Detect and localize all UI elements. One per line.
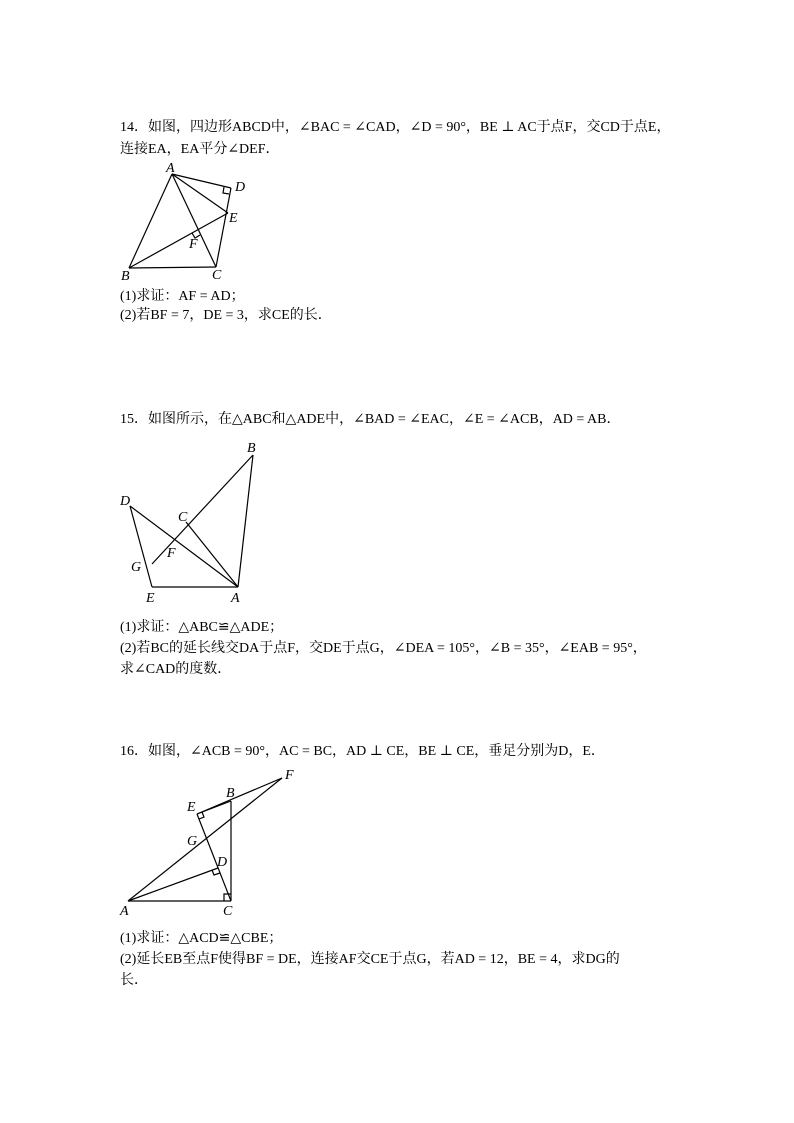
p15-label-d: D bbox=[120, 494, 131, 509]
p15-label-e: E bbox=[146, 591, 155, 606]
p16-label-c: C bbox=[223, 904, 233, 919]
problem-14-figure bbox=[115, 160, 265, 285]
p16-label-a: A bbox=[120, 904, 129, 919]
p15-label-b: B bbox=[247, 441, 256, 456]
p14-label-d: D bbox=[235, 180, 246, 195]
problem-14-question-1: (1)求证：AF = AD； bbox=[120, 289, 245, 304]
problem-14-number: 14． bbox=[120, 120, 148, 135]
p16-label-b: B bbox=[226, 786, 235, 801]
p16-label-g: G bbox=[187, 834, 198, 849]
problem-14-statement-line-1: 14．如图，四边形ABCD中，∠BAC = ∠CAD，∠D = 90°，BE ⊥ AC于点F，交CD于点E， bbox=[120, 120, 671, 135]
p15-label-c: C bbox=[178, 510, 188, 525]
p16-label-d: D bbox=[217, 855, 228, 870]
problem-15-statement-line-1: 15．如图所示，在△ABC和△ADE中，∠BAD = ∠EAC，∠E = ∠ACB，AD = AB． bbox=[120, 412, 621, 427]
p14-label-a: A bbox=[166, 161, 175, 176]
problem-15-question-2-cont: 求∠CAD的度数． bbox=[120, 662, 232, 677]
p14-label-c: C bbox=[212, 268, 222, 283]
p16-label-e: E bbox=[187, 800, 196, 815]
problem-14-statement-line-2: 连接EA，EA平分∠DEF． bbox=[120, 142, 280, 157]
problem-15-figure bbox=[115, 435, 275, 610]
p15-label-g: G bbox=[131, 560, 142, 575]
problem-16-figure bbox=[115, 765, 305, 920]
p14-label-f: F bbox=[189, 237, 198, 252]
problem-15-question-2: (2)若BC的延长线交DA于点F，交DE于点G，∠DEA = 105°，∠B = 35°，∠EAB = 95°， bbox=[120, 641, 647, 656]
problem-16-statement-line-1: 16．如图，∠ACB = 90°，AC = BC，AD ⊥ CE，BE ⊥ CE，垂足分别为D，E． bbox=[120, 744, 605, 759]
p16-label-f: F bbox=[285, 768, 294, 783]
problem-15-number: 15． bbox=[120, 412, 148, 427]
p15-label-a: A bbox=[231, 591, 240, 606]
problem-16-question-2-cont: 长． bbox=[120, 973, 148, 988]
problem-14-question-2: (2)若BF = 7，DE = 3，求CE的长． bbox=[120, 308, 332, 323]
p14-label-e: E bbox=[229, 211, 238, 226]
problem-16-number: 16． bbox=[120, 744, 148, 759]
problem-16-question-1: (1)求证：△ACD≌△CBE； bbox=[120, 931, 283, 946]
p14-label-b: B bbox=[121, 269, 130, 284]
problem-16-question-2: (2)延长EB至点F使得BF = DE，连接AF交CE于点G，若AD = 12，BE = 4，求DG的 bbox=[120, 952, 620, 967]
problem-15-question-1: (1)求证：△ABC≌△ADE； bbox=[120, 620, 284, 635]
p15-label-f: F bbox=[167, 546, 176, 561]
